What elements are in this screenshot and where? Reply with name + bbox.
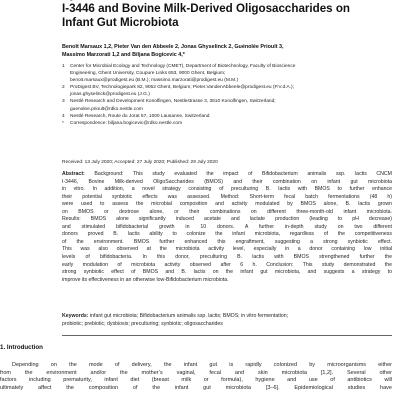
affiliation-line: Nestlé Research and Development Konolfingen, Nestlestrasse 3, 3510 Konolfingen, Switzerland; (70, 99, 276, 105)
affiliation-line: benoit.marsaux@prodigest.eu (B.M.); massimo.marzorati@prodigest.eu (M.M.) (70, 78, 239, 84)
introduction-text (0, 362, 392, 392)
affiliations (62, 63, 392, 127)
affiliation-number: 2 (62, 85, 65, 91)
affiliation-number: 3 (62, 99, 65, 105)
abstract-line: Results: BMOS alone significantly induced acetate and lactate production (leading to pH decrease) (62, 216, 392, 223)
title-line: I-3446 and Bovine Milk-Derived Oligosaccharides on (62, 2, 351, 15)
abstract (62, 171, 392, 284)
abstract-line: of the environment. BMOS further enhanced this engraftment, suggesting a strong synbiotic effect. (62, 238, 392, 245)
abstract-line: improve its effectiveness in an otherwise low-Bifidobacterium microbiota. (62, 276, 229, 283)
affiliation-3 (62, 98, 392, 112)
title-line: Infant Gut Microbiota (62, 16, 179, 29)
abstract-line: their potential synbiotic effects was assessed. Method: Short-term fecal batch fermentations (48 h) (62, 193, 392, 200)
affiliation-number: * (62, 120, 64, 126)
abstract-line: I-3446, Bovine Milk-derived OligoSaccharides (BMOS) and their combination on infant gut microbiota (62, 178, 392, 185)
affiliation-1 (62, 63, 392, 84)
affiliation-4 (62, 113, 392, 120)
affiliation-number: 1 (62, 64, 65, 69)
abstract-label: Abstract: (62, 171, 85, 177)
correspondence (62, 120, 392, 127)
section-divider (62, 335, 392, 336)
author-list (62, 43, 392, 59)
abstract-line: on BMOS or dextrose alone, or their combinations on different three-month-old infant microbiota. (62, 208, 392, 215)
affiliation-line: Center for Microbial Ecology and Technology (CMET), Department of Biotechnology, Faculty of Bioscience (70, 64, 296, 69)
keywords-line: probiotic; prebiotic; dysbiosis; preculturing; synbiotic; oligosaccharides (62, 320, 223, 327)
keywords (62, 313, 392, 328)
paper-title (62, 0, 392, 30)
affiliation-line: guenolee.prioult@rdko.nestle.com (70, 106, 143, 112)
author-line: Benoît Marsaux 1,2, Pieter Van den Abbeele 2, Jonas Ghyselinck 2, Guénolée Prioult 3, (62, 44, 284, 50)
correspondence-line: Correspondence: biljana.bogicevic@rdko.nestle.com (70, 120, 183, 126)
abstract-line: in vitro. In addition, a novel strategy consisting of preculturing B. lactis with BMOS to further enhance (62, 186, 392, 193)
publication-dates: Received: 13 July 2020; Accepted: 27 July 2020; Published: 29 July 2020 (62, 160, 218, 165)
affiliation-line: ProDigest BV, Technologiepark 82, 9052 Ghent, Belgium; Pieter.VandenAbbeele@prodigest.eu (P.V.d.A.); (70, 85, 294, 91)
intro-line: from the environment and/or the mother’s vaginal, fecal and skin microbiota [1,2]. Several other (0, 369, 392, 376)
abstract-line: levels of bifidobacteria. In this donor, preculturing B. lactis with BMOS strengthened further the (62, 254, 392, 261)
abstract-line: early modulation of microbiota activity observed after 6 h. Conclusion: This study demonstrated the (62, 261, 392, 268)
intro-line: factors including prematurity, infant diet (breast milk or formula), hygiene and use of antibiotics will (0, 377, 392, 384)
abstract-line: strong synbiotic effect of BMOS and B. lactis on the infant gut microbiota, and suggests a strategy to (62, 269, 392, 276)
intro-line: ultimately affect the composition of the infant gut microbiota [3–6]. Epidemiological studies have (0, 384, 392, 391)
section-heading: 1. Introduction (0, 344, 43, 351)
abstract-line: This was also observed at the microbiota activity level, especially in a donor containing low initial (62, 246, 392, 253)
affiliation-line: jonas.ghyselinck@prodigest.eu (J.G.) (70, 92, 150, 98)
affiliation-number: 4 (62, 113, 65, 119)
affiliation-line: Nestlé Research, Route du Jorat 57, 1000 Lausanne, Switzerland (70, 113, 210, 119)
abstract-line: were used to assess the microbial composition and activity modulated by BMOS alone, B. lactis grown (62, 201, 392, 208)
abstract-line: Abstract: Background: This study evaluated the impact of Bifidobacterium animalis ssp. lactis CNCM (62, 171, 392, 177)
keywords-line: Keywords: infant gut microbiota; Bifidobacterium animalis ssp. lactis; BMOS; in vitro fermentation; (62, 313, 289, 319)
affiliation-line: Engineering, Ghent University, Coupure Links 653, 9000 Ghent, Belgium; (70, 71, 226, 77)
affiliation-2 (62, 84, 392, 98)
abstract-line: and stimulated bifidobacterial growth in 10 donors. A further in-depth study on two different (62, 223, 392, 230)
author-line: Massimo Marzorati 1,2 and Biljana Bogicevic 4,* (62, 52, 185, 58)
intro-line: Depending on the mode of delivery, the infant gut is rapidly colonized by microorganisms either (12, 362, 392, 368)
abstract-line: donors proved B. lactis ability to colonize the infant microbiota, regardless of the competitiveness (62, 231, 392, 238)
keywords-label: Keywords: (62, 313, 89, 319)
